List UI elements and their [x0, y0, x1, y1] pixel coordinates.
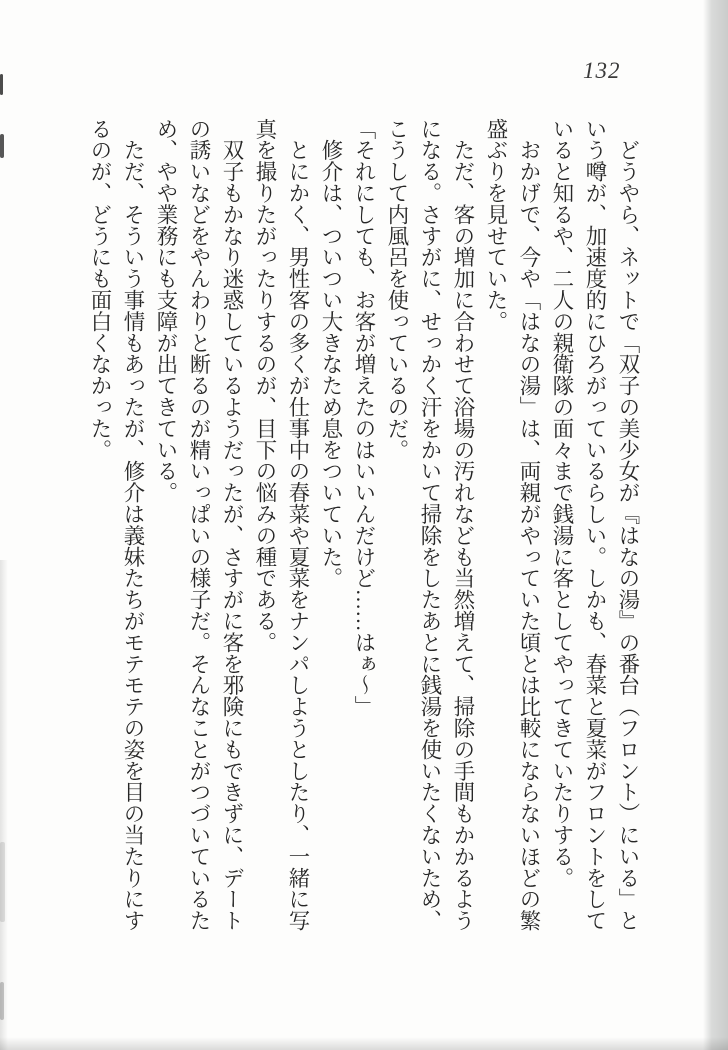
text-block [83, 118, 644, 934]
paragraph: 「それにしても、お客が増えたのはいいんだけど……はぁ〜」 [352, 118, 376, 718]
page-edge-left [0, 560, 8, 1050]
scan-artifact [0, 842, 5, 922]
paragraph: どうやら、ネットで「双子の美少女が『はなの湯』の番台（フロント）にいる」という噂が、加速度的にひろがっているらしい。しかも、春菜と夏菜がフロントをしていると知るや、二人の親衛隊の面々まで銭湯に客としてやってきていたりする。 [550, 118, 640, 932]
paragraph: ただ、客の増加に合わせて浴場の汚れなども当然増えて、掃除の手間もかかるようになる。さすがに、せっかく汗をかいて掃除をしたあとに銭湯を使いたくないため、こうして内風呂を使っているのだ。 [385, 118, 475, 932]
paragraph: 修介は、ついつい大きなため息をついていた。 [319, 118, 343, 589]
page-edge-bottom [0, 1037, 728, 1050]
scan-artifact [0, 134, 4, 158]
paragraph: 双子もかなり迷惑しているようだったが、さすがに客を邪険にもできずに、デートの誘いなどをやんわりと断るのが精いっぱいの様子だ。そんなことがつづいているため、やや業務にも支障が出てきている。 [154, 118, 244, 932]
paragraph: ただ、そういう事情もあったが、修介は義妹たちがモテモテの姿を目の当たりにするのが、どうにも面白くなかった。 [88, 118, 145, 932]
page-number: 132 [583, 58, 621, 83]
scan-artifact [0, 982, 4, 1020]
paragraph: とにかく、男性客の多くが仕事中の春菜や夏菜をナンパしようとしたり、一緒に写真を撮りたがったりするのが、目下の悩みの種である。 [253, 118, 310, 932]
scan-artifact [0, 74, 3, 95]
paragraph: おかげで、今や「はなの湯」は、両親がやっていた頃とは比較にならないほどの繁盛ぶりを見せていた。 [484, 118, 541, 932]
page-edge-right [703, 0, 728, 1050]
